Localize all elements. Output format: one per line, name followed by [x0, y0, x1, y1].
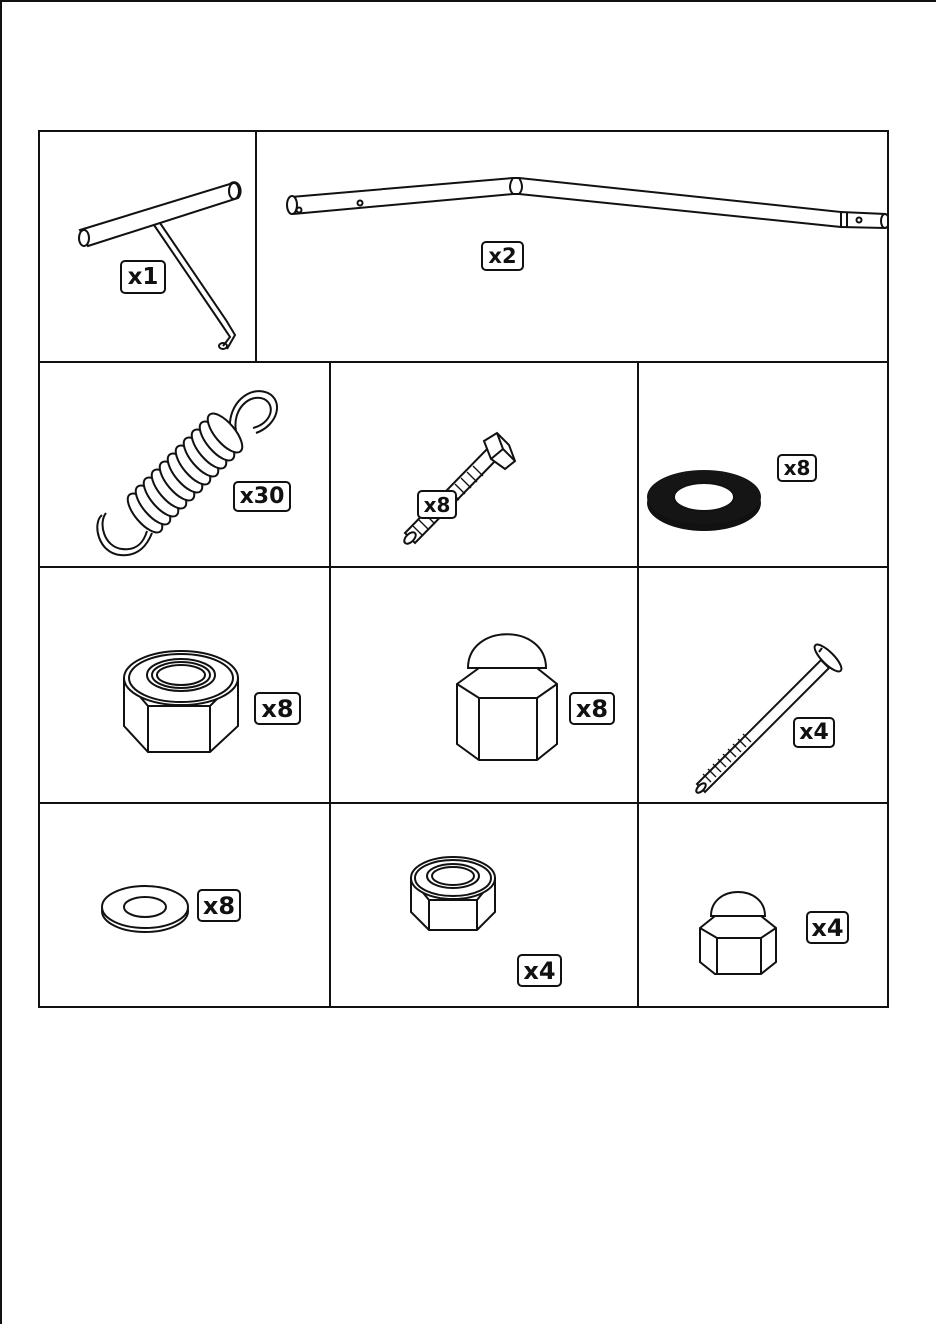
hex-bolt-icon — [331, 363, 637, 566]
quantity-badge: x2 — [481, 241, 524, 271]
spring-icon — [40, 363, 329, 566]
part-cell-enclosure-pole — [257, 132, 887, 361]
part-cell-cap-nut-large — [331, 568, 637, 802]
hex-nut-icon — [331, 804, 637, 1006]
quantity-badge: x8 — [569, 692, 615, 725]
quantity-badge: x8 — [254, 692, 301, 725]
part-cell-hex-nut-large — [40, 568, 329, 802]
quantity-badge: x4 — [806, 911, 849, 944]
parts-grid — [38, 130, 889, 1008]
rubber-washer-icon — [639, 363, 887, 566]
page-border-left — [0, 0, 2, 1324]
spring-tool-icon — [40, 132, 255, 361]
quantity-badge: x8 — [197, 889, 241, 922]
part-cell-carriage-bolt — [639, 568, 887, 802]
quantity-badge: x4 — [517, 954, 562, 987]
long-bolt-icon — [639, 568, 887, 802]
quantity-badge: x4 — [793, 717, 835, 748]
bent-tube-icon — [257, 132, 887, 361]
quantity-badge: x1 — [120, 260, 166, 294]
flat-washer-icon — [40, 804, 329, 1006]
part-cell-flat-washer — [40, 804, 329, 1006]
part-cell-spring — [40, 363, 329, 566]
part-cell-rubber-washer — [639, 363, 887, 566]
part-cell-hex-nut-small — [331, 804, 637, 1006]
cap-nut-icon — [639, 804, 887, 1006]
quantity-badge: x8 — [777, 454, 817, 482]
quantity-badge: x30 — [233, 481, 291, 512]
quantity-badge: x8 — [417, 490, 457, 519]
part-cell-cap-nut-small — [639, 804, 887, 1006]
page-border-top — [0, 0, 936, 2]
hex-nut-icon — [40, 568, 329, 802]
part-cell-hex-bolt — [331, 363, 637, 566]
part-cell-t-wrench — [40, 132, 255, 361]
cap-nut-icon — [331, 568, 637, 802]
